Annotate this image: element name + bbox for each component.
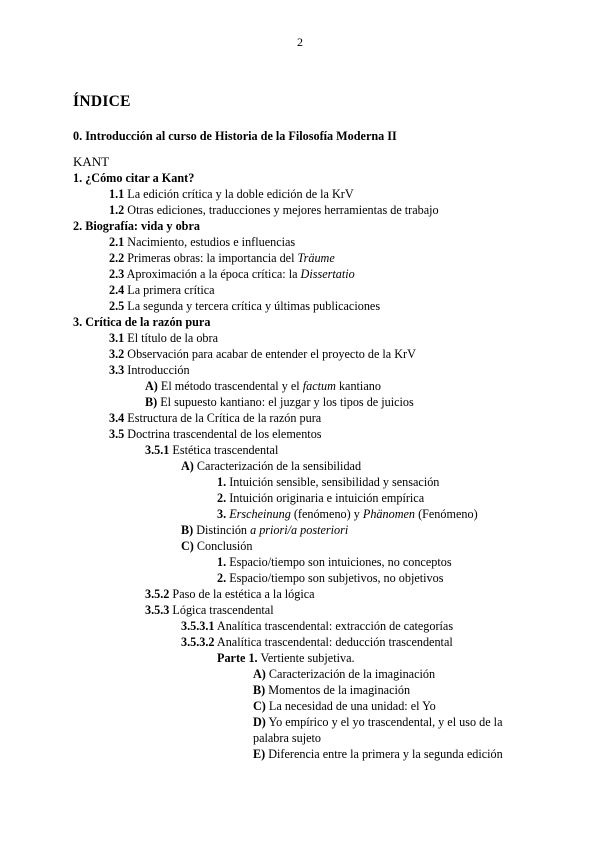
toc-entry: E) Diferencia entre la primera y la segunda edición xyxy=(253,747,503,761)
toc-entry: 3.3 Introducción xyxy=(109,363,190,377)
toc-entry: palabra sujeto xyxy=(253,731,322,745)
toc-entry: B) Distinción a priori/a posteriori xyxy=(181,523,349,537)
toc-entry: A) Caracterización de la sensibilidad xyxy=(181,459,362,473)
toc-entry: 1. Espacio/tiempo son intuiciones, no conceptos xyxy=(217,555,452,569)
toc-entry: 3. Erscheinung (fenómeno) y Phänomen (Fenómeno) xyxy=(217,507,478,521)
toc-entry: 2.2 Primeras obras: la importancia del Träume xyxy=(109,251,335,265)
toc-entry: 3.5.1 Estética trascendental xyxy=(145,443,279,457)
toc-entry: 1.1 La edición crítica y la doble edición de la KrV xyxy=(109,187,354,201)
toc-entry: 2. Intuición originaria e intuición empírica xyxy=(217,491,425,505)
toc-entry: 3.5.3.2 Analítica trascendental: deducción trascendental xyxy=(181,635,453,649)
toc-entry: 2.5 La segunda y tercera crítica y últimas publicaciones xyxy=(109,299,381,313)
toc-entry: 3.5.3 Lógica trascendental xyxy=(145,603,274,617)
toc-entry: 1.2 Otras ediciones, traducciones y mejores herramientas de trabajo xyxy=(109,203,439,217)
toc-entry: B) El supuesto kantiano: el juzgar y los tipos de juicios xyxy=(145,395,414,409)
toc-entry: 2.1 Nacimiento, estudios e influencias xyxy=(109,235,296,249)
toc-entry: 2.4 La primera crítica xyxy=(109,283,215,297)
toc-entry: 3.5.2 Paso de la estética a la lógica xyxy=(145,587,315,601)
toc-entry: Parte 1. Vertiente subjetiva. xyxy=(217,651,355,665)
toc-entry: A) El método trascendental y el factum kantiano xyxy=(145,379,381,393)
toc-entry: 2. Biografía: vida y obra xyxy=(73,219,200,233)
toc-entry: 3.5.3.1 Analítica trascendental: extracción de categorías xyxy=(181,619,454,633)
toc-entry: 0. Introducción al curso de Historia de la Filosofía Moderna II xyxy=(73,129,397,143)
page-title: ÍNDICE xyxy=(73,93,131,110)
toc-entry: D) Yo empírico y el yo trascendental, y el uso de la xyxy=(253,715,503,729)
toc-entry: 1. Intuición sensible, sensibilidad y sensación xyxy=(217,475,440,489)
toc-entry: C) La necesidad de una unidad: el Yo xyxy=(253,699,436,713)
page-number: 2 xyxy=(297,35,303,49)
toc-entry: 3. Crítica de la razón pura xyxy=(73,315,211,329)
toc-entry: 3.5 Doctrina trascendental de los elementos xyxy=(109,427,322,441)
toc-entry: A) Caracterización de la imaginación xyxy=(253,667,436,681)
toc-entry: C) Conclusión xyxy=(181,539,253,553)
toc-entry: 2.3 Aproximación a la época crítica: la Dissertatio xyxy=(109,267,355,281)
toc-entry: KANT xyxy=(73,154,110,169)
toc-entry: 3.1 El título de la obra xyxy=(109,331,218,345)
toc-entry: 3.2 Observación para acabar de entender el proyecto de la KrV xyxy=(109,347,416,361)
toc-entry: 3.4 Estructura de la Crítica de la razón pura xyxy=(109,411,322,425)
toc-entry: 1. ¿Cómo citar a Kant? xyxy=(73,171,195,185)
toc-entry: 2. Espacio/tiempo son subjetivos, no objetivos xyxy=(217,571,444,585)
toc-entry: B) Momentos de la imaginación xyxy=(253,683,411,697)
